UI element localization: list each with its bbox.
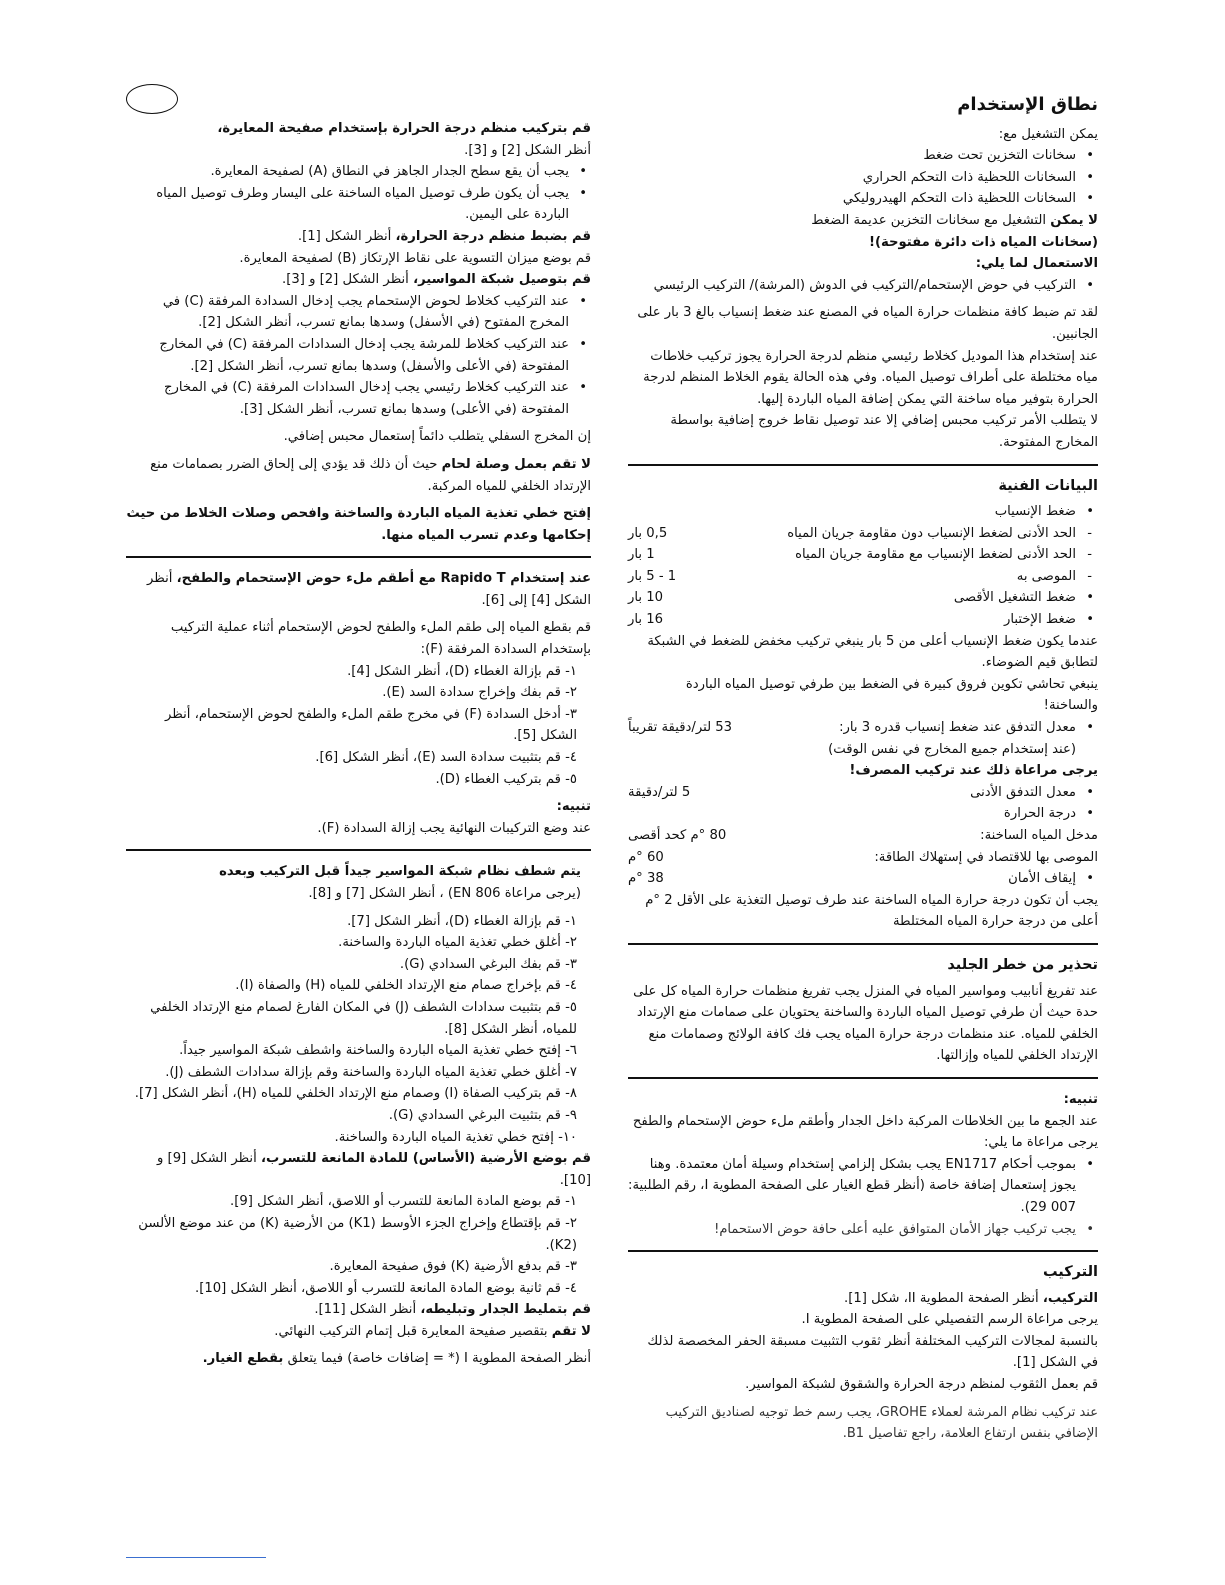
step-item: ٢- قم بفك وإخراج سدادة السد (E). (382, 685, 577, 701)
adjust-line: قم بضبط منظم درجة الحرارة، أنظر الشكل [1]. (297, 228, 591, 244)
usage-item: • التركيب في حوض الإستحمام/التركيب في الدوش (المرشة)/ التركيب الرئيسي (628, 275, 1098, 297)
install-title: التركيب (1042, 1264, 1098, 1281)
spec-row: • إيقاف الأمان 38 °م (628, 868, 1098, 890)
step-item: ٦- إفتح خطي تغذية المياه الباردة والساخنة واشطف شبكة المواسير جيداً. (179, 1043, 577, 1059)
spec-row: • معدل التدفق الأدنى 5 لتر/دقيقة (628, 782, 1098, 804)
floor-line: قم بوضع الأرضية (الأساس) للمادة المانعة للتسرب، أنظر الشكل [9] و [10]. (156, 1151, 591, 1188)
step-item: ٤- قم بإخراج صمام منع الإرتداد الخلفي للمياه (H) والصفاة (I). (235, 978, 577, 994)
scope-item: • السخانات اللحظية ذات التحكم الحراري (628, 167, 1098, 189)
paragraph: بالنسبة لمجالات التركيب المختلفة أنظر ثقوب التثبيت مسبقة الحفر المخصصة لذلك في الشكل [1]. (647, 1333, 1098, 1371)
tile-line: قم بتمليط الجدار وتبليطه، أنظر الشكل [11]. (314, 1302, 591, 1318)
scope-item: • سخانات التخزين تحت ضغط (628, 145, 1098, 167)
divider (126, 849, 591, 851)
paragraph: يجب أن تكون درجة حرارة المياه الساخنة عند طرف توصيل التغذية على الأقل 2 °م أعلى من درجة حرارة المياه المختلطة (645, 892, 1098, 930)
open-circuit: (سخانات المياه ذات دائرة مفتوحة)! (868, 234, 1098, 250)
cal-ref: أنظر الشكل [2] و [3]. (464, 142, 591, 158)
paragraph: قم بوضع ميزان التسوية على نقاط الإرتكاز (B) لصفيحة المعايرة. (239, 250, 591, 266)
step-item: ١- قم بوضع المادة المانعة للتسرب أو اللاصق، أنظر الشكل [9]. (230, 1194, 577, 1210)
step-item: ٤- قم ثانية بوضع المادة المانعة للتسرب أو اللاصق، أنظر الشكل [10]. (195, 1280, 577, 1296)
divider (126, 556, 591, 558)
spec-row: الموصى بها للاقتصاد في إستهلاك الطاقة: 60 °م (628, 849, 1098, 865)
list-item: • يجب أن يقع سطح الجدار الجاهز في النطاق (A) لصفيحة المعايرة. (126, 161, 591, 183)
list-item: • عند التركيب كخلاط للمرشة يجب إدخال السدادات المرفقة (C) في المخارج المفتوحة (في الأعلى والأسفل) وسدها بمانع تسرب، أنظر الشكل [2]. (126, 334, 591, 377)
caution-title: تنبيه: (556, 799, 591, 815)
note-item: • يجب تركيب جهاز الأمان المتوافق عليه أعلى حافة حوض الاستحمام! (628, 1219, 1098, 1241)
frost-text: عند تفريغ أنابيب ومواسير المياه في المنزل يجب تفريغ منظمات حرارة المياه كل على حدة حيث أن طرفي توصيل المياه الباردة والساخنة يحتويان على صمامات منع الإرتداد الخلفي للمياه. عند منظمات درجة حرارة المياه يجب فك كافة الولائج وصمامات منع الإرتداد الخلفي للمياه وإزالتها. (633, 983, 1098, 1064)
drain-title: يرجى مراعاة ذلك عند تركيب المصرف! (849, 763, 1098, 779)
paragraph: عند تركيب نظام المرشة لعملاء GROHE، يجب رسم خط توجيه لصناديق التركيب الإضافي بنفس ارتفاع العلامة، راجع تفاصيل B1. (665, 1404, 1098, 1442)
paragraph: قم بعمل الثقوب لمنظم درجة الحرارة والشقوق لشبكة المواسير. (745, 1377, 1098, 1393)
divider (628, 464, 1098, 466)
paragraph: لا يتطلب الأمر تركيب محبس إضافي إلا عند توصيل نقاط خروج إضافية بواسطة المخارج المفتوحة. (670, 413, 1098, 450)
spare-line: أنظر الصفحة المطوية I (* = إضافات خاصة) فيما يتعلق بقطع الغيار. (202, 1351, 591, 1367)
noshort-line: لا تقم بتقصير صفيحة المعايرة قبل إتمام التركيب النهائي. (274, 1323, 591, 1339)
spec-row: - الموصى به 1 - 5 بار (628, 566, 1098, 588)
step-item: ٨- قم بتركيب الصفاة (I) وصمام منع الإرتداد الخلفي للمياه (H)، أنظر الشكل [7]. (134, 1086, 577, 1102)
paragraph: إن المخرج السفلي يتطلب دائماً إستعمال محبس إضافي. (283, 429, 591, 445)
flow-pressure: • ضغط الإنسياب (628, 501, 1098, 523)
spec-row: - الحد الأدنى لضغط الإنسياب دون مقاومة جريان المياه 0,5 بار (628, 523, 1098, 545)
paragraph: لقد تم ضبط كافة منظمات حرارة المياه في المصنع عند ضغط إنسياب بالغ 3 بار على الجانبين. (637, 305, 1098, 342)
step-item: ١٠- إفتح خطي تغذية المياه الباردة والساخنة. (334, 1129, 577, 1145)
solder-line: لا تقم بعمل وصلة لحام حيث أن ذلك قد يؤدي إلى إلحاق الضرر بصمامات منع الإرتداد الخلفي للمياه المركبة. (150, 456, 591, 494)
scope-item: • السخانات اللحظية ذات التحكم الهيدروليكي (628, 188, 1098, 210)
cal-heading: قم بتركيب منظم درجة الحرارة بإستخدام صفيحة المعايرة، (217, 121, 591, 136)
step-item: ١- قم بإزالة الغطاء (D)، أنظر الشكل [7]. (347, 913, 577, 929)
install-line: التركيب، أنظر الصفحة المطوية II، شكل [1]. (844, 1290, 1098, 1306)
step-item: ٢- أغلق خطي تغذية المياه الباردة والساخنة. (338, 935, 577, 951)
step-item: ٣- قم بفك البرغي السدادي (G). (399, 956, 577, 972)
frost-title: تحذير من خطر الجليد (947, 956, 1098, 973)
paragraph: ينبغي تحاشي تكوين فروق كبيرة في الضغط بين طرفي توصيل المياه الباردة والساخنة! (685, 676, 1098, 714)
scope-intro: يمكن التشغيل مع: (998, 126, 1098, 142)
step-item: ٣- أدخل السدادة (F) في مخرج طقم الملء والطفح لحوض الإستحمام، أنظر الشكل [5]. (164, 706, 577, 744)
step-item: ٢- قم بإقتطاع وإخراج الجزء الأوسط (K1) من الأرضية (K) من عند موضع الألسن (K2). (138, 1215, 577, 1253)
divider (628, 1250, 1098, 1252)
not-possible: لا يمكن التشغيل مع سخانات التخزين عديمة الضغط (811, 212, 1098, 228)
step-item: ٩- قم بتثبيت البرغي السدادي (G). (388, 1107, 577, 1123)
temp-label: • درجة الحرارة (628, 803, 1098, 825)
pipe-line: قم بتوصيل شبكة المواسير، أنظر الشكل [2] و [3]. (282, 272, 591, 288)
step-item: ١- قم بإزالة الغطاء (D)، أنظر الشكل [4]. (347, 663, 577, 679)
divider (628, 943, 1098, 945)
spec-row: • ضغط الإختبار 16 بار (628, 609, 1098, 631)
note-title: تنبيه: (1063, 1091, 1098, 1107)
step-item: ٥- قم بتثبيت سدادات الشطف (J) في المكان الفارغ لصمام منع الإرتداد الخلفي للمياه، أنظر الشكل [8]. (150, 999, 577, 1037)
paragraph: عندما يكون ضغط الإنسياب أعلى من 5 بار ينبغي تركيب مخفض للضغط في الشبكة لتطابق قيم الضوضاء. (647, 633, 1098, 671)
step-item: ٥- قم بتركيب الغطاء (D). (435, 771, 577, 787)
paragraph: قم بقطع المياه إلى طقم الملء والطفح لحوض الإستحمام أثناء عملية التركيب بإستخدام السدادة المرفقة (F): (170, 620, 591, 658)
tech-title: البيانات الفنية (998, 477, 1098, 494)
open-supply: إفتح خطي تغذية المياه الباردة والساخنة وافحص وصلات الخلاط من حيث إحكامها وعدم تسرب المياه منها. (126, 506, 591, 543)
scope-title: نطاق الإستخدام (957, 94, 1098, 115)
step-item: ٤- قم بتثبيت سدادة السد (E)، أنظر الشكل [6]. (315, 750, 577, 766)
list-item: • عند التركيب كخلاط رئيسي يجب إدخال السدادات المرفقة (C) في المخارج المفتوحة (في الأعلى) وسدها بمانع تسرب، أنظر الشكل [3]. (126, 377, 591, 420)
footer-link-line (126, 1557, 266, 1558)
flush-ref: (يرجى مراعاة EN 806) ، أنظر الشكل [7] و [8]. (308, 886, 581, 901)
spec-row: • ضغط التشغيل الأقصى 10 بار (628, 587, 1098, 609)
step-item: ٧- أغلق خطي تغذية المياه الباردة والساخنة وقم بإزالة سدادات الشطف (J). (165, 1064, 577, 1080)
note-item: • بموجب أحكام EN1717 يجب بشكل إلزامي إستخدام وسيلة أمان معتمدة. وهنا يجوز إستعمال إضافة خاصة (أنظر قطع الغيار على الصفحة المطوية I، رقم الطلبية: 007 29). (628, 1154, 1098, 1219)
list-item: • يجب أن يكون طرف توصيل المياه الساخنة على اليسار وطرف توصيل المياه الباردة على اليمين. (126, 183, 591, 226)
right-column (628, 84, 1098, 1445)
spec-row: • معدل التدفق عند ضغط إنسياب قدره 3 بار: 53 لتر/دقيقة تقريباً (628, 717, 1098, 739)
spec-row: - الحد الأدنى لضغط الإنسياب مع مقاومة جريان المياه 1 بار (628, 544, 1098, 566)
rapido-line: عند إستخدام Rapido T مع أطقم ملء حوض الإستحمام والطفح، أنظر الشكل [4] إلى [6]. (147, 571, 591, 608)
flush-heading: يتم شطف نظام شبكة المواسير جيداً قبل التركيب وبعده (219, 864, 581, 880)
language-code-ellipse (126, 84, 178, 114)
list-item: • عند التركيب كخلاط لحوض الإستحمام يجب إدخال السدادة المرفقة (C) في المخرج المفتوح (في الأسفل) وسدها بمانع تسرب، أنظر الشكل [2]. (126, 291, 591, 334)
usage-title: الاستعمال لما يلي: (975, 256, 1098, 272)
flow-rate-note: (عند إستخدام جميع المخارج في نفس الوقت) (828, 741, 1076, 757)
paragraph: يرجى مراعاة الرسم التفصيلي على الصفحة المطوية I. (801, 1312, 1098, 1328)
spec-row: مدخل المياه الساخنة: 80 °م كحد أقصى (628, 828, 1098, 843)
left-column (126, 118, 591, 1370)
caution-text: عند وضع التركيبات النهائية يجب إزالة السدادة (F). (317, 820, 591, 836)
step-item: ٣- قم بدفع الأرضية (K) فوق صفيحة المعايرة. (329, 1259, 577, 1275)
note-text: عند الجمع ما بين الخلاطات المركبة داخل الجدار وأطقم ملء حوض الإستحمام والطفح يرجى مراعاة ما يلي: (632, 1113, 1098, 1151)
paragraph: عند إستخدام هذا الموديل كخلاط رئيسي منظم لدرجة الحرارة يجوز تركيب خلاطات مياه مختلطة على أطراف توصيل المياه. وفي هذه الحالة يقوم الخلاط المنظم لدرجة الحرارة بتوفير مياه ساخنة التي يمكن إضافة المياه الباردة إليها. (643, 348, 1098, 407)
divider (628, 1077, 1098, 1079)
